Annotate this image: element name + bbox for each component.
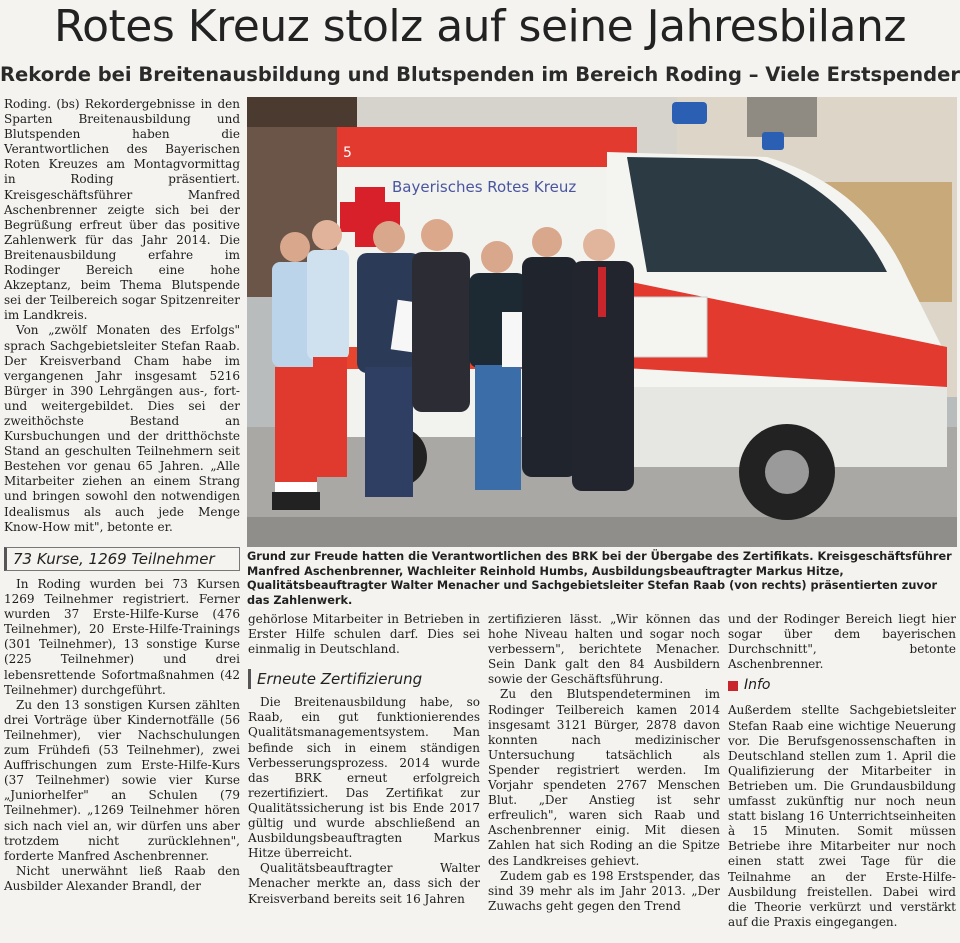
paragraph: Qualitätsbeauftragter Walter Menacher merkte an, dass sich der Kreisverband bereits seit 16 Jahren: [248, 861, 480, 906]
info-label: Info: [744, 677, 771, 694]
paragraph: und der Rodinger Bereich liegt hier sogar über dem bayerischen Durchschnitt", betonte Aschenbrenner.: [728, 612, 956, 672]
photo-caption: Grund zur Freude hatten die Verantwortlichen des BRK bei der Übergabe des Zertifikats. Kreisgeschäftsführer Manfred Aschenbrenner, Wachleiter Reinhold Humbs, Ausbildungsbeauftragter Markus Hitze, Qualitätsbeauftragter Walter Menacher und Sachgebietsleiter Stefan Raab (von rechts) präsentierten zuvor das Zahlenwerk.: [247, 550, 952, 607]
article-photo: [247, 97, 957, 547]
column-2: [248, 612, 480, 941]
paragraph: Von „zwölf Monaten des Erfolgs" sprach Sachgebietsleiter Stefan Raab. Der Kreisverband Cham habe im vergangenen Jahr insgesamt 5216 Bürger in 390 Lehrgängen aus-, fort- und weitergebildet. Dies sei der zweithöchste Bestand an Kursbuchungen und der dritthöchste Stand an geschulten Teilnehmern seit Bestehen vor genau 65 Jahren. „Alle Mitarbeiter ziehen an einem Strang und bringen sowohl den notwendigen Idealismus als auch jede Menge Know-How mit", betonte er.: [4, 323, 240, 534]
unit-number: 5: [343, 145, 352, 161]
subheadline: Rekorde bei Breitenausbildung und Blutspenden im Bereich Roding – Viele Erstspender: [0, 63, 960, 86]
column-3: [488, 612, 720, 941]
info-box-header: [728, 678, 956, 693]
headline: Rotes Kreuz stolz auf seine Jahresbilanz: [54, 1, 906, 52]
paragraph: gehörlose Mitarbeiter in Betrieben in Erster Hilfe schulen darf. Dies sei einmalig in Deutschland.: [248, 612, 480, 657]
paragraph: Zudem gab es 198 Erstspender, das sind 39 mehr als im Jahr 2013. „Der Zuwachs geht gegen den Trend: [488, 868, 720, 913]
column-4: [728, 612, 956, 941]
info-square-icon: [728, 681, 738, 691]
column-1-top: [4, 97, 240, 543]
paragraph: Nicht unerwähnt ließ Raab den Ausbilder Alexander Brandl, der: [4, 863, 240, 893]
photo-illustration: [247, 97, 957, 547]
paragraph: Die Breitenausbildung habe, so Raab, ein gut funktionierendes Qualitätsmanagementsystem. Man befinde sich in einem ständigen Verbesserungsprozess. 2014 wurde das BRK erneut erfolgreich rezertifiziert. Das Zertifikat zur Qualitätssicherung ist bis Ende 2017 gültig und wurde abschließend an Ausbildungsbeauftragten Markus Hitze überreicht.: [248, 695, 480, 861]
paragraph: Außerdem stellte Sachgebietsleiter Stefan Raab eine wichtige Neuerung vor. Die Berufsgenossenschaften in Deutschland stellen zum 1. April die Qualifizierung der Mitarbeiter in Betrieben um. Die Grundausbildung umfasst zukünftig nur noch neun statt bislang 16 Unterrichtseinheiten à 15 Minuten. Somit müssen Betriebe ihre Mitarbeiter nur noch einen statt zwei Tage für die Teilnahme an der Erste-Hilfe-Ausbildung freistellen. Dabei wird die Theorie verkürzt und verstärkt auf die Praxis eingegangen.: [728, 703, 956, 929]
column-1-bottom: [4, 543, 240, 941]
paragraph: Zu den 13 sonstigen Kursen zählten drei Vorträge über Kindernotfälle (56 Teilnehmer), vier Nachschulungen zum Frühdefi (53 Teilnehmer), zwei Auffrischungen zum Erste-Hilfe-Kurs (37 Teilnehmer) sowie vier Kurse „Juniorhelfer" an Schulen (79 Teilnehmer). „1269 Teilnehmer hören sich nach viel an, wir dürfen uns aber trotzdem nicht zurücklehnen", forderte Manfred Aschenbrenner.: [4, 697, 240, 863]
paragraph: Zu den Blutspendeterminen im Rodinger Teilbereich kamen 2014 insgesamt 3121 Bürger, 2878 davon konnten nach medizinischer Untersuchung tatsächlich als Spender registriert werden. Im Vorjahr spendeten 2767 Menschen Blut. „Der Anstieg ist sehr erfreulich", waren sich Raab und Aschenbrenner einig. Mit diesen Zahlen hat sich Roding an die Spitze des Landkreises gehievt.: [488, 687, 720, 868]
paragraph: Roding. (bs) Rekordergebnisse in den Sparten Breitenausbildung und Blutspenden haben die Verantwortlichen des Bayerischen Roten Kreuzes am Montagvormittag in Roding präsentiert. Kreisgeschäftsführer Manfred Aschenbrenner zeigte sich bei der Begrüßung erfreut über das positive Zahlenwerk für das Jahr 2014. Die Breitenausbildung erfahre im Rodinger Bereich eine hohe Akzeptanz, beim Thema Blutspende sei der Teilbereich sogar Spitzenreiter im Landkreis.: [4, 97, 240, 323]
paragraph: zertifizieren lässt. „Wir können das hohe Niveau halten und sogar noch verbessern", berichtete Menacher. Sein Dank galt den 84 Ausbildern sowie der Geschäftsführung.: [488, 612, 720, 687]
vehicle-lettering: Bayerisches Rotes Kreuz: [392, 178, 577, 196]
subtitle-zertifizierung: Erneute Zertifizierung: [248, 669, 480, 689]
paragraph: In Roding wurden bei 73 Kursen 1269 Teilnehmer registriert. Ferner wurden 37 Erste-Hilfe-Kurse (476 Teilnehmer), 20 Erste-Hilfe-Trainings (301 Teilnehmer), 13 sonstige Kurse (225 Teilnehmer) und drei lebensrettende Sofortmaßnahmen (42 Teilnehmer) durchgeführt.: [4, 577, 240, 697]
subtitle-kurse: 73 Kurse, 1269 Teilnehmer: [4, 547, 240, 571]
